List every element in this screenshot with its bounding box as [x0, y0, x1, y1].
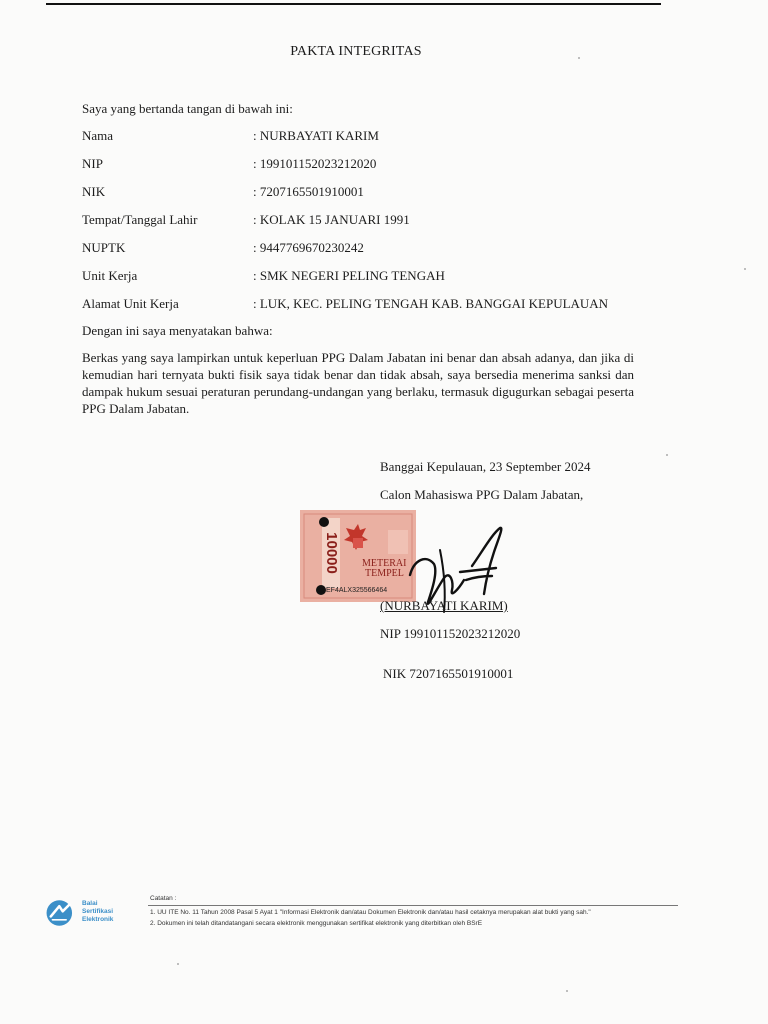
footer-note-1: 1. UU ITE No. 11 Tahun 2008 Pasal 5 Ayat 1 "Informasi Elektronik dan/atau Dokumen Elektronik dan/atau hasil cetaknya merupakan alat bukti yang sah.": [150, 909, 591, 916]
field-value-nuptk: : 9447769670230242: [253, 240, 364, 255]
signer-role: Calon Mahasiswa PPG Dalam Jabatan,: [380, 487, 584, 502]
stamp-hole-bottom: [316, 585, 326, 595]
field-label-nama: Nama: [82, 128, 114, 143]
field-value-unit: : SMK NEGERI PELING TENGAH: [253, 268, 445, 283]
stamp-label-line1: METERAI: [362, 558, 407, 569]
meterai-stamp: [300, 510, 416, 602]
field-value-nik: : 7207165501910001: [253, 184, 364, 199]
field-label-address: Alamat Unit Kerja: [82, 296, 179, 311]
signer-nip: NIP 199101152023212020: [380, 626, 521, 641]
field-label-unit: Unit Kerja: [82, 268, 138, 283]
place-date: Banggai Kepulauan, 23 September 2024: [380, 459, 591, 474]
stamp-serial: EF4ALX325566464: [326, 587, 388, 594]
footer-note-2: 2. Dokumen ini telah ditandatangani secara elektronik menggunakan sertifikat elektronik yang diterbitkan oleh BSrE: [150, 920, 483, 927]
declaration-body: Berkas yang saya lampirkan untuk keperluan PPG Dalam Jabatan ini benar dan absah adanya, dan jika di kemudian hari ternyata bukti fisik saya tidak benar dan tidak absah, saya bersedia menerima sanksi dan dampak hukum sesuai peraturan perundang-undangan yang berlaku, termasuk digugurkan sebagai peserta PPG Dalam Jabatan.: [82, 350, 634, 416]
footer-divider: [148, 905, 678, 906]
declaration-intro: Dengan ini saya menyatakan bahwa:: [82, 323, 273, 338]
bsre-logo-text: [82, 900, 113, 924]
intro-text: Saya yang bertanda tangan di bawah ini:: [82, 101, 293, 116]
top-border-line: [46, 3, 661, 5]
stamp-label-line2: TEMPEL: [365, 568, 404, 579]
document-title: PAKTA INTEGRITAS: [290, 44, 422, 59]
field-value-birth: : KOLAK 15 JANUARI 1991: [253, 212, 410, 227]
bsre-logo-line2: Sertifikasi: [82, 908, 114, 915]
scan-speck: [744, 268, 746, 270]
field-label-nik: NIK: [82, 184, 106, 199]
scan-speck: [666, 454, 668, 456]
scan-speck: [566, 990, 568, 992]
field-value-address: : LUK, KEC. PELING TENGAH KAB. BANGGAI KEPULAUAN: [253, 296, 609, 311]
field-label-birth: Tempat/Tanggal Lahir: [82, 212, 198, 227]
field-value-nama: : NURBAYATI KARIM: [253, 128, 379, 143]
field-value-nip: : 199101152023212020: [253, 156, 377, 171]
field-label-nip: NIP: [82, 156, 103, 171]
bsre-logo-line1: Balai: [82, 900, 98, 907]
bsre-logo-line3: Elektronik: [82, 916, 114, 923]
stamp-denomination: 10000: [323, 532, 341, 574]
field-label-nuptk: NUPTK: [82, 240, 126, 255]
bsre-logo-icon: [44, 896, 78, 930]
signer-nik: NIK 7207165501910001: [383, 666, 514, 681]
footer-notes-heading: Catatan :: [150, 895, 177, 902]
scan-speck: [578, 57, 580, 59]
stamp-hole-top: [319, 517, 329, 527]
scan-speck: [177, 963, 179, 965]
signer-name: (NURBAYATI KARIM): [380, 598, 508, 613]
